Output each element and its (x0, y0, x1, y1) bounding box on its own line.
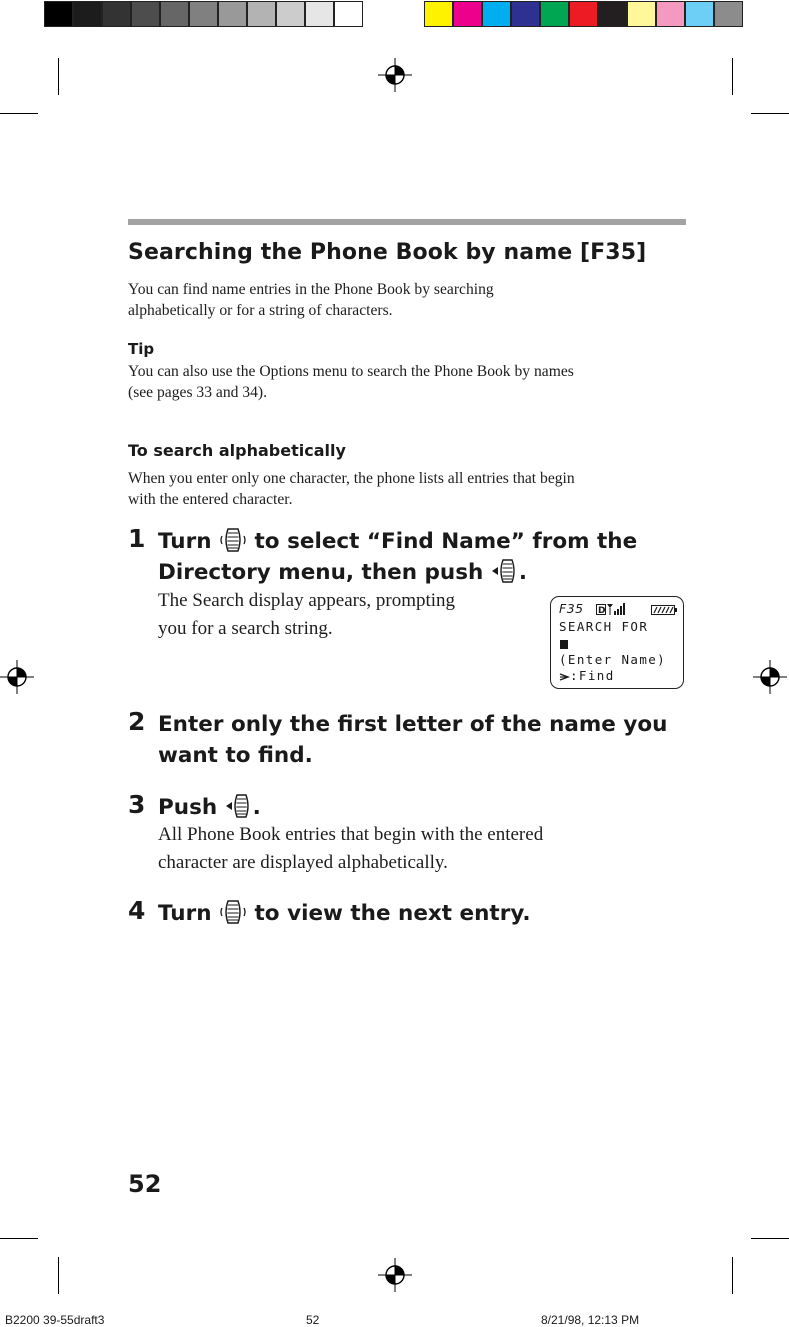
step-text: want to find. (158, 743, 313, 768)
lcd-line-3: (Enter Name) (559, 652, 667, 667)
signal-icon (607, 603, 625, 615)
step-text: to view the next entry. (254, 901, 531, 926)
step-heading (158, 898, 531, 929)
crop-mark (0, 1238, 38, 1239)
gray-swatch (131, 1, 160, 27)
step-body-line: you for a search string. (158, 618, 333, 639)
step-text: Turn (158, 901, 212, 926)
step-text: Enter only the first letter of the name you (158, 712, 668, 737)
page-number: 52 (128, 1170, 162, 1198)
step-body (158, 587, 455, 643)
color-swatch (714, 1, 743, 27)
step-number: 2 (128, 707, 146, 736)
step-number: 4 (128, 896, 146, 925)
step-number: 1 (128, 524, 146, 553)
step-heading (158, 792, 261, 823)
step-text: Push (158, 795, 218, 820)
battery-icon (651, 605, 677, 615)
tip-line: (see pages 33 and 34). (128, 384, 267, 401)
phone-lcd-display (550, 596, 684, 689)
gray-swatch (73, 1, 102, 27)
lcd-line-4: :Find (570, 668, 615, 683)
lcd-function-code: F35 (559, 601, 584, 616)
registration-mark-icon (0, 660, 34, 694)
d-icon (596, 604, 606, 615)
step-body (158, 821, 543, 877)
color-swatch (598, 1, 627, 27)
color-swatch (453, 1, 482, 27)
tip-paragraph (128, 361, 574, 403)
subsection-line: with the entered character. (128, 491, 293, 508)
jog-dial-push-icon (491, 557, 519, 585)
cursor-block-icon (560, 640, 568, 649)
crop-mark (751, 113, 789, 114)
crop-mark (58, 58, 59, 95)
intro-line: alphabetically or for a string of characters. (128, 302, 393, 319)
lcd-line-1: SEARCH FOR (559, 619, 649, 634)
color-swatch (627, 1, 656, 27)
gray-swatch (218, 1, 247, 27)
color-swatch (482, 1, 511, 27)
jog-dial-push-icon (225, 792, 253, 820)
crop-mark (58, 1257, 59, 1294)
color-swatch (569, 1, 598, 27)
subsection-heading: To search alphabetically (128, 441, 346, 460)
step-heading (158, 709, 667, 771)
gray-swatch (102, 1, 131, 27)
footer-right: 8/21/98, 12:13 PM (541, 1313, 640, 1327)
color-swatch (685, 1, 714, 27)
registration-mark-icon (378, 1258, 412, 1292)
step-number: 3 (128, 790, 146, 819)
color-swatch (656, 1, 685, 27)
color-swatch (540, 1, 569, 27)
jog-dial-turn-icon (219, 526, 247, 554)
footer-left: B2200 39-55draft3 (5, 1313, 105, 1327)
intro-line: You can find name entries in the Phone Book by searching (128, 281, 494, 298)
step-text: . (252, 795, 261, 820)
crop-mark (732, 1257, 733, 1294)
gray-swatch (44, 1, 73, 27)
step-text: Directory menu, then push (158, 560, 484, 585)
crop-mark (0, 113, 38, 114)
page-title: Searching the Phone Book by name [F35] (128, 240, 647, 265)
section-rule (128, 219, 686, 225)
step-body-line: The Search display appears, prompting (158, 590, 456, 611)
intro-paragraph (128, 279, 494, 321)
crop-mark (732, 58, 733, 95)
footer-center: 52 (306, 1313, 320, 1327)
step-heading (158, 526, 637, 588)
subsection-line: When you enter only one character, the phone lists all entries that begin (128, 470, 575, 487)
color-swatch (511, 1, 540, 27)
step-text: . (518, 560, 527, 585)
step-body-line: All Phone Book entries that begin with the entered (158, 824, 544, 845)
jog-dial-turn-icon (219, 898, 247, 926)
color-swatch (424, 1, 453, 27)
step-text: Turn (158, 529, 212, 554)
gray-swatch (305, 1, 334, 27)
gray-swatch (276, 1, 305, 27)
tip-label: Tip (128, 340, 155, 358)
gray-swatch (160, 1, 189, 27)
step-text: to select “Find Name” from the (254, 529, 638, 554)
registration-mark-icon (753, 660, 787, 694)
gray-swatch (334, 1, 363, 27)
svg-text:D: D (598, 606, 606, 615)
gray-swatch (247, 1, 276, 27)
registration-mark-icon (378, 58, 412, 92)
step-body-line: character are displayed alphabetically. (158, 852, 448, 873)
crop-mark (751, 1238, 789, 1239)
gray-swatch (189, 1, 218, 27)
subsection-paragraph (128, 468, 575, 510)
tip-line: You can also use the Options menu to search the Phone Book by names (128, 363, 574, 380)
